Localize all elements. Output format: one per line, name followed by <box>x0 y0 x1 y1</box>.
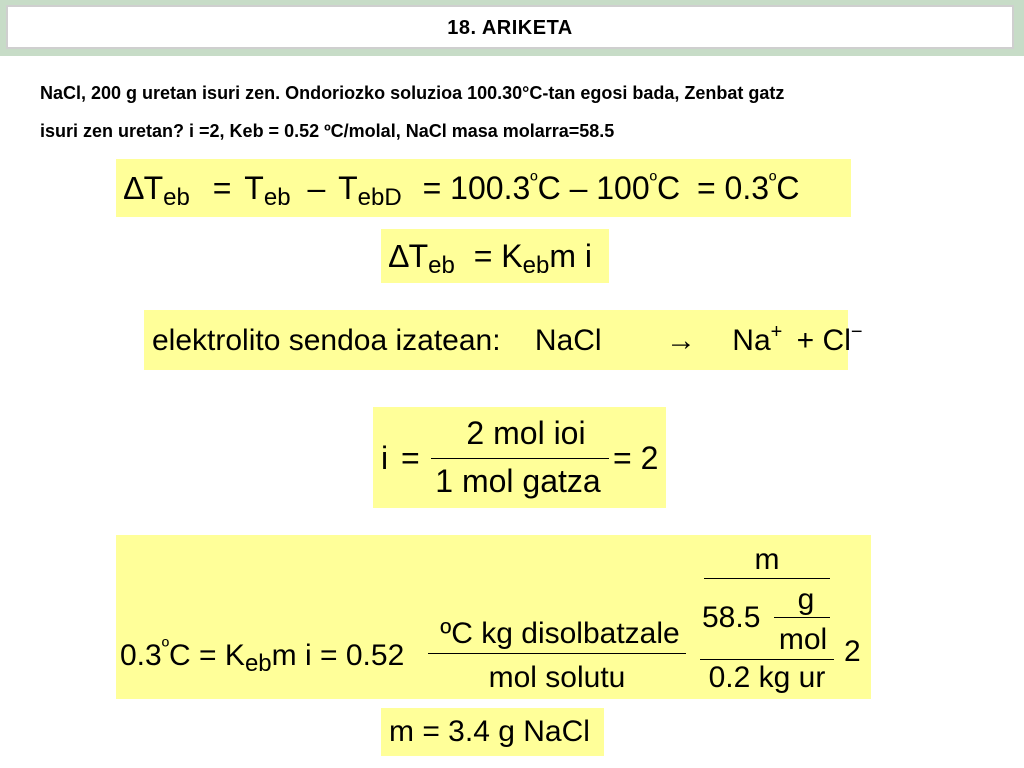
problem-statement <box>40 74 1000 150</box>
equation-dissociation: elektrolito sendoa izatean: NaCl → Na+ + Cl− <box>144 310 848 370</box>
title-bar <box>0 0 1024 56</box>
slide-title: 18. ARIKETA <box>447 17 573 39</box>
reaction-arrow: → <box>665 324 696 357</box>
equation-boiling-point-elevation: ∆Teb = Teb – TebD = $100.3^ºC - 100^ºC = 0.3^ºC$ <box>116 159 851 217</box>
equation-mass-calculation: $0.3^ºC = K_{eb}m$ i = 0.52 ºC kg disolbatzale mol solutu m g 58.5 mol 0.2 kg ur 2 <box>116 535 871 699</box>
delta-t-symbol: ∆T <box>124 170 164 206</box>
title-frame <box>6 5 1014 49</box>
units-numerator: ºC kg disolbatzale <box>440 617 680 650</box>
fraction-bar <box>431 458 609 459</box>
molar-mass-value: 58.5 <box>702 601 761 634</box>
problem-line-2: isuri zen uretan? i =2, Keb = 0.52 ºC/molal, NaCl masa molarra=58.5 <box>40 121 615 141</box>
problem-line-1: NaCl, 200 g uretan isuri zen. Ondoriozko soluzioa 100.30°C-tan egosi bada, Zenbat gatz <box>40 83 785 103</box>
equation-result <box>381 708 604 756</box>
units-denominator: mol solutu <box>488 661 626 694</box>
fraction-numerator: 2 mol ioi <box>466 415 586 451</box>
equation-vant-hoff-factor: i = 2 mol ioi 1 mol gatza = 2 <box>373 407 666 508</box>
final-answer: m = 3.4 g NaCl <box>389 715 590 748</box>
strong-electrolyte-label: elektrolito sendoa izatean: <box>152 324 501 357</box>
equation-delta-t-keb: ∆Teb = Kebm i <box>381 229 609 283</box>
solvent-mass: 0.2 kg ur <box>708 661 826 694</box>
fraction-denominator: 1 mol gatza <box>435 463 601 499</box>
units-fraction-bar <box>428 653 686 654</box>
